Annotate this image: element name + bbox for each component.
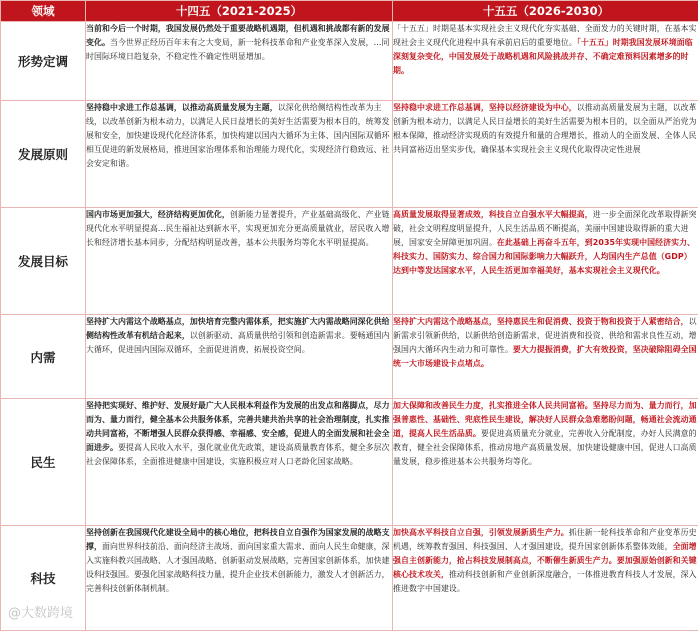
header-14th-plan: 十四五（2021-2025）: [86, 1, 393, 22]
cell-14th-plan: [86, 22, 393, 101]
body-text: 「十五五」时期是基本实现社会主义现代化夯实基础、全面发力的关键时期，在基本实现社会主义现代化进程中具有承前启后的重要地位。: [393, 24, 697, 47]
body-text: 以新需求引领新供给，以新供给创造新需求，促进消费和投资、供给和需求良性互动，增强国内大循环内生动力和可靠性。: [393, 317, 697, 354]
cell-14th-plan: [86, 526, 393, 631]
body-text: 创新能力显著提升，产业基础高级化、产业链现代化水平明显提高...民生福祉达到新水平，实现更加充分更高质量就业，居民收入增长和经济增长基本同步，分配结构明显改善，基本公共服务均等化水平明显提高。: [86, 210, 390, 247]
header-domain: 领域: [1, 1, 86, 22]
row-domain-label: 民生: [1, 399, 86, 526]
row-domain-label: 内需: [1, 315, 86, 399]
body-text: 推动科技创新和产业创新深度融合，一体推进教育科技人才发展，深入推进数字中国建设。: [393, 570, 697, 593]
cell-15th-plan: [393, 526, 698, 631]
table-header-row: [1, 1, 698, 22]
body-text: 要促进高质量充分就业，完善收入分配制度，办好人民满意的教育，健全社会保障体系，推动房地产高质量发展，加快建设健康中国，促进人口高质量发展，稳步推进基本公共服务均等化。: [393, 429, 697, 466]
body-text: 进一步全面深化改革取得新突破，社会文明程度明显提升，人民生活品质不断提高，美丽中国建设取得新的重大进展，国家安全屏障更加巩固。: [393, 210, 697, 247]
cell-14th-plan: [86, 315, 393, 399]
table-row: [1, 208, 698, 315]
emphasis-text: 坚持扩大内需这个战略基点，坚持惠民生和促消费、投资于物和投资于人紧密结合，: [393, 317, 689, 326]
body-text: 面向世界科技前沿、面向经济主战场、面向国家重大需求、面向人民生命健康，深入实施科教兴国战略、人才强国战略、创新驱动发展战略，完善国家创新体系，加快建设科技强国。要强化国家战略科技力量，提升企业技术创新能力，激发人才创新活力，完善科技创新体制机制。: [86, 542, 390, 593]
table-row: [1, 22, 698, 101]
bold-text: 当前和今后一个时期，我国发展仍然处于重要战略机遇期，但机遇和挑战都有新的发展变化。: [86, 24, 390, 47]
cell-14th-plan: [86, 399, 393, 526]
emphasis-text: 「十五五」时期我国发展环境面临深刻复杂变化，中国发展处于战略机遇和风险挑战并存、不确定难预料因素增多的时期。: [393, 38, 693, 75]
cell-15th-plan: [393, 315, 698, 399]
cell-14th-plan: [86, 208, 393, 315]
row-domain-label: 发展原则: [1, 101, 86, 208]
bold-text: 坚持创新在我国现代化建设全局中的核心地位，把科技自立自强作为国家发展的战略支撑，: [86, 528, 390, 551]
table-row: [1, 315, 698, 399]
body-text: 以深化供给侧结构性改革为主线，以改革创新为根本动力，以满足人民日益增长的美好生活需要为根本目的，统筹发展和安全，加快建设现代化经济体系，加快构建以国内大循环为主体、国内国际双循环相互促进的新发展格局，推进国家治理体系和治理能力现代化，实现经济行稳致远、社会安定和谐。: [86, 103, 390, 168]
body-text: 以创新驱动、高质量供给引领和创造新需求。要畅通国内大循环，促进国内国际双循环，全面促进消费，拓展投资空间。: [86, 331, 390, 354]
header-15th-plan: 十五五（2026-2030）: [393, 1, 698, 22]
watermark-logo: @大数跨境: [8, 602, 73, 621]
row-domain-label: 形势定调: [1, 22, 86, 101]
emphasis-text: 高质量发展取得显著成效，科技自立自强水平大幅提高，: [393, 210, 593, 219]
bold-text: 坚持扩大内需这个战略基点，加快培育完整内需体系，把实施扩大内需战略同深化供给侧结构性改革有机结合起来，: [86, 317, 390, 340]
cell-15th-plan: [393, 399, 698, 526]
emphasis-text: 全面增强自主创新能力，抢占科技发展制高点，不断催生新质生产力。要加强原始创新和关键核心技术攻关，: [393, 542, 697, 579]
emphasis-text: 加快高水平科技自立自强，引领发展新质生产力。: [393, 528, 569, 537]
table-row: [1, 526, 698, 631]
bold-text: 国内市场更加强大，经济结构更加优化，: [86, 210, 230, 219]
body-text: 要提高人民收入水平，强化就业优先政策，建设高质量教育体系，健全多层次社会保障体系，全面推进健康中国建设，实施积极应对人口老龄化国家战略。: [86, 443, 390, 466]
body-text: 以推动高质量发展为主题，以改革创新为根本动力，以满足人民日益增长的美好生活需要为根本目的，以全面从严治党为根本保障，推动经济实现质的有效提升和量的合理增长，推动人的全面发展、全体人民共同富裕迈出坚实步伐，确保基本实现社会主义现代化取得决定性进展: [393, 103, 697, 154]
body-text: 抓住新一轮科技革命和产业变革历史机遇，统筹教育强国、科技强国、人才强国建设，提升国家创新体系整体效能，: [393, 528, 697, 551]
body-text: 当今世界正经历百年未有之大变局，新一轮科技革命和产业变革深入发展，...同时国际环境日趋复杂，不稳定性不确定性明显增加。: [86, 38, 390, 61]
emphasis-text: 在此基础上再奋斗五年，到2035年实现中国经济实力、科技实力、国防实力、综合国力和国际影响力大幅跃升，人均国内生产总值（GDP）达到中等发达国家水平，人民生活更加幸福美好，基本实现社会主义现代化。: [393, 238, 695, 275]
cell-15th-plan: [393, 208, 698, 315]
emphasis-text: 加大保障和改善民生力度，扎实推进全体人民共同富裕。坚持尽力而为、量力而行，加强普惠性、基础性、兜底性民生建设，解决好人民群众急难愁盼问题，畅通社会流动通道，提高人民生活品质。: [393, 401, 697, 438]
emphasis-text: 要大力提振消费，扩大有效投资，坚决破除阻碍全国统一大市场建设卡点堵点。: [393, 345, 697, 368]
cell-15th-plan: [393, 22, 698, 101]
table-row: [1, 399, 698, 526]
cell-14th-plan: [86, 101, 393, 208]
cell-15th-plan: [393, 101, 698, 208]
bold-text: 坚持稳中求进工作总基调，以推动高质量发展为主题，: [86, 103, 278, 112]
row-domain-label: 科技: [1, 526, 86, 631]
emphasis-text: 坚持稳中求进工作总基调，坚持以经济建设为中心，: [393, 103, 577, 112]
table-row: [1, 101, 698, 208]
bold-text: 坚持把实现好、维护好、发展好最广大人民根本利益作为发展的出发点和落脚点，尽力而为、量力而行，健全基本公共服务体系，完善共建共治共享的社会治理制度，扎实推动共同富裕，不断增强人民群众获得感、幸福感、安全感，促进人的全面发展和社会全面进步。: [86, 401, 390, 452]
row-domain-label: 发展目标: [1, 208, 86, 315]
